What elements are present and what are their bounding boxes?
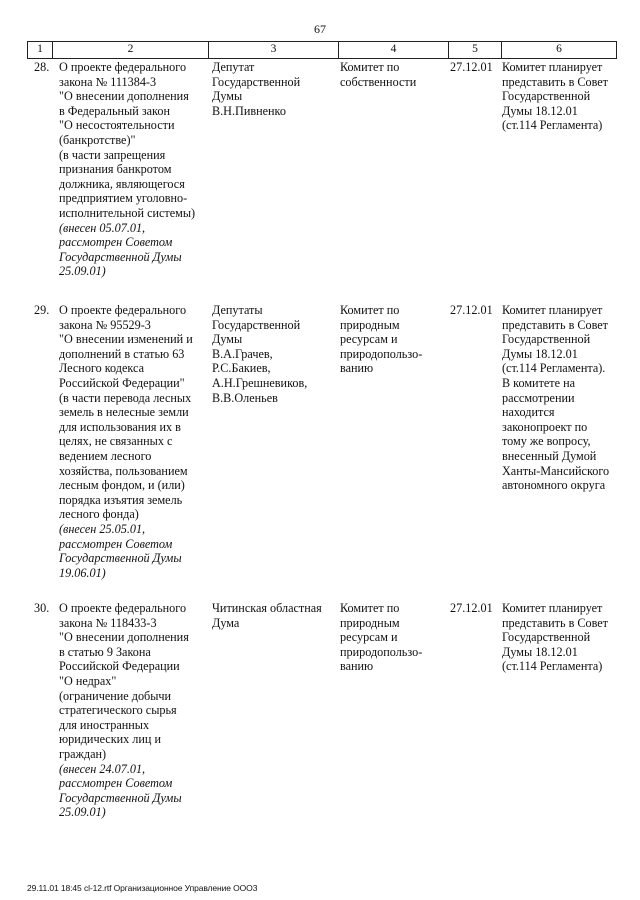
committee-line: природопользо- [340, 346, 423, 361]
author [212, 60, 340, 118]
bill-description [59, 60, 209, 279]
header-col-3: 3 [209, 42, 339, 58]
note [502, 60, 622, 133]
note-line: (ст.114 Регламента). [502, 361, 606, 376]
author [212, 601, 340, 630]
page-number: 67 [314, 22, 326, 36]
note-line: Ханты-Мансийского [502, 463, 610, 478]
row-number: 30. [34, 601, 50, 615]
author-line: В.А.Грачев, [212, 346, 273, 361]
note-line: законопроект по [502, 419, 588, 434]
bill-description-line: стратегического сырья [59, 703, 177, 718]
bill-description-line: закона № 118433-3 [59, 615, 157, 630]
committee-line: Комитет по [340, 303, 400, 317]
bill-description-line: (в части запрещения [59, 147, 166, 162]
author-line: Читинская областная [212, 601, 322, 615]
bill-description-line: целях, не связанных с [59, 434, 173, 449]
note-line: Государственной [502, 332, 591, 347]
committee-line: ванию [340, 361, 374, 376]
note [502, 303, 622, 493]
committee-line: Комитет по [340, 601, 400, 615]
author-line: В.В.Оленьев [212, 390, 278, 405]
committee-line: Комитет по [340, 60, 400, 74]
bill-description-line: дополнений в статью 63 [59, 346, 185, 361]
bill-description-line: предприятием уголовно- [59, 191, 188, 206]
committee-line: природным [340, 615, 400, 630]
submission-note-line: (внесен 24.07.01, [59, 761, 146, 776]
author-line: Дума [212, 615, 240, 630]
bill-description-line: (ограничение добычи [59, 688, 172, 703]
author-line: В.Н.Пивненко [212, 103, 286, 118]
note-line: автономного округа [502, 478, 606, 493]
bill-description-line: земель в нелесные земли [59, 405, 189, 420]
bill-description-line: граждан) [59, 746, 107, 761]
bill-description-line: Лесного кодекса [59, 361, 144, 376]
bill-description-line: в Федеральный закон [59, 103, 170, 118]
author-line: Депутат [212, 60, 255, 74]
header-col-5: 5 [449, 42, 502, 58]
submission-note-line: 25.09.01) [59, 264, 106, 279]
author-line: Думы [212, 89, 243, 104]
committee [340, 303, 448, 376]
row-number: 29. [34, 303, 50, 317]
bill-description [59, 303, 209, 580]
header-col-4: 4 [339, 42, 449, 58]
bill-description-line: О проекте федерального [59, 601, 187, 615]
note-line: представить в Совет [502, 74, 609, 89]
author-line: Государственной [212, 74, 301, 89]
bill-description-line: О проекте федерального [59, 60, 187, 74]
bill-description-line: "О внесении дополнения [59, 630, 189, 645]
bill-description-line: "О внесении изменений и [59, 332, 193, 347]
date: 27.12.01 [450, 303, 493, 317]
bill-description-line: закона № 111384-3 [59, 74, 157, 89]
author-line: Депутаты [212, 303, 263, 317]
bill-description-line: лесного фонда) [59, 507, 139, 522]
bill-description-line: признания банкротом [59, 162, 172, 177]
note-line: Комитет планирует [502, 303, 603, 317]
committee-line: природопользо- [340, 644, 423, 659]
submission-note-line: 19.06.01) [59, 565, 106, 580]
note-line: Думы 18.12.01 [502, 103, 578, 118]
note-line: рассмотрении [502, 390, 575, 405]
note-line: представить в Совет [502, 615, 609, 630]
committee-line: ресурсам и [340, 332, 398, 347]
author [212, 303, 340, 405]
submission-note-line: рассмотрен Советом [59, 235, 173, 250]
submission-note-line: Государственной Думы [59, 551, 182, 566]
date: 27.12.01 [450, 60, 493, 74]
bill-description-line: для иностранных [59, 717, 150, 732]
bill-description-line: (банкротстве)" [59, 132, 136, 147]
committee-line: собственности [340, 74, 417, 89]
note-line: тому же вопросу, [502, 434, 591, 449]
note [502, 601, 622, 674]
committee-line: ванию [340, 659, 374, 674]
note-line: внесенный Думой [502, 448, 597, 463]
date: 27.12.01 [450, 601, 493, 615]
submission-note-line: рассмотрен Советом [59, 776, 173, 791]
bill-description [59, 601, 209, 820]
bill-description-line: хозяйства, пользованием [59, 463, 188, 478]
header-col-2: 2 [53, 42, 209, 58]
submission-note-line: Государственной Думы [59, 790, 182, 805]
note-line: представить в Совет [502, 317, 609, 332]
row-number: 28. [34, 60, 50, 74]
note-line: (ст.114 Регламента) [502, 118, 603, 133]
note-line: В комитете на [502, 375, 576, 390]
bill-description-line: "О недрах" [59, 673, 117, 688]
header-col-6: 6 [556, 43, 562, 55]
bill-description-line: должника, являющегося [59, 176, 185, 191]
submission-note-line: (внесен 25.05.01, [59, 521, 146, 536]
committee-line: природным [340, 317, 400, 332]
note-line: Комитет планирует [502, 60, 603, 74]
bill-description-line: "О внесении дополнения [59, 89, 189, 104]
bill-description-line: для использования их в [59, 419, 181, 434]
footer-text: 29.11.01 18:45 cl-12.rtf Организационное Управление ООО3 [27, 883, 258, 893]
table-header [27, 41, 617, 59]
bill-description-line: порядка изъятия земель [59, 492, 183, 507]
note-line: (ст.114 Регламента) [502, 659, 603, 674]
bill-description-line: юридических лиц и [59, 732, 161, 747]
note-line: Комитет планирует [502, 601, 603, 615]
author-line: А.Н.Грешневиков, [212, 375, 308, 390]
author-line: Государственной [212, 317, 301, 332]
header-col-1: 1 [28, 42, 53, 58]
committee-line: ресурсам и [340, 630, 398, 645]
bill-description-line: лесным фондом, и (или) [59, 478, 185, 493]
submission-note-line: 25.09.01) [59, 805, 106, 820]
bill-description-line: закона № 95529-3 [59, 317, 151, 332]
author-line: Р.С.Бакиев, [212, 361, 271, 376]
note-line: Государственной [502, 89, 591, 104]
bill-description-line: О проекте федерального [59, 303, 187, 317]
bill-description-line: "О несостоятельности [59, 118, 175, 133]
committee [340, 60, 448, 89]
bill-description-line: ведением лесного [59, 448, 152, 463]
bill-description-line: исполнительной системы) [59, 205, 196, 220]
submission-note-line: рассмотрен Советом [59, 536, 173, 551]
note-line: Думы 18.12.01 [502, 644, 578, 659]
submission-note-line: (внесен 05.07.01, [59, 220, 146, 235]
submission-note-line: Государственной Думы [59, 249, 182, 264]
note-line: находится [502, 405, 555, 420]
bill-description-line: в статью 9 Закона [59, 644, 151, 659]
author-line: Думы [212, 332, 243, 347]
note-line: Думы 18.12.01 [502, 346, 578, 361]
bill-description-line: (в части перевода лесных [59, 390, 192, 405]
note-line: Государственной [502, 630, 591, 645]
committee [340, 601, 448, 674]
bill-description-line: Российской Федерации [59, 659, 180, 674]
bill-description-line: Российской Федерации" [59, 375, 185, 390]
